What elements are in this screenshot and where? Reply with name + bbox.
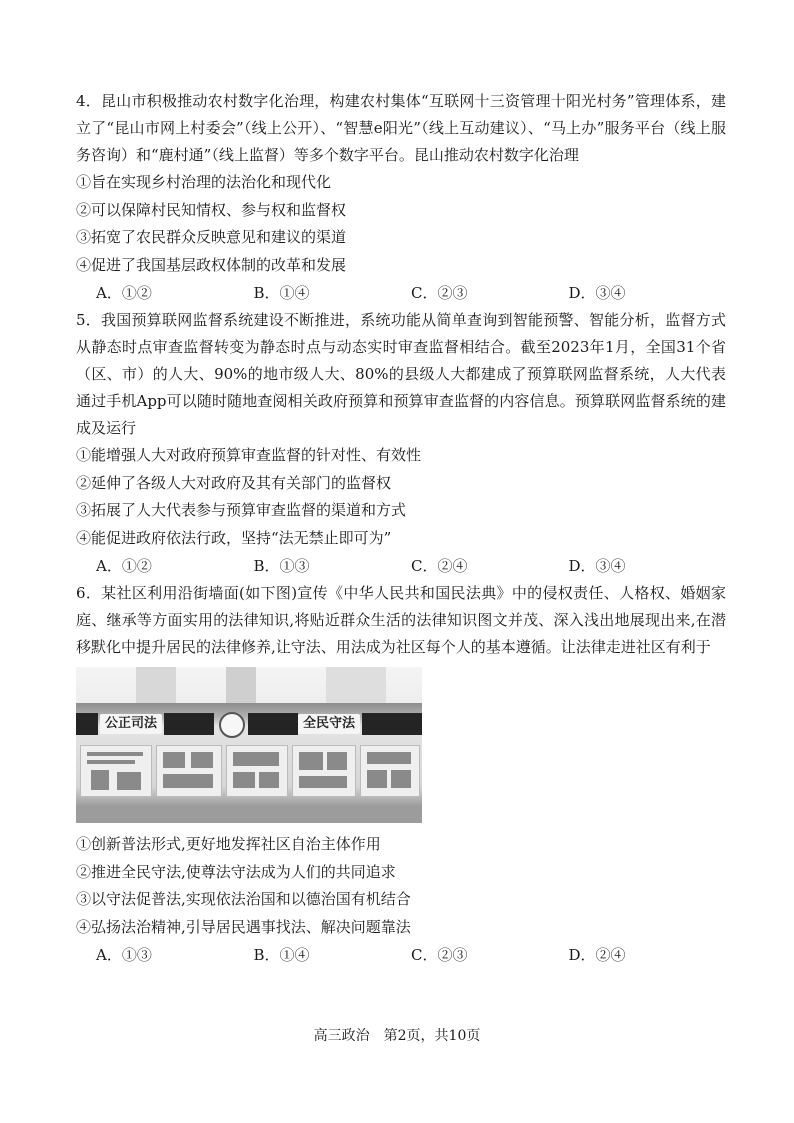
- option-4: ④弘扬法治精神,引导居民遇事找法、解决问题靠法: [76, 917, 411, 936]
- choice-d: D．②④: [568, 946, 626, 964]
- option-2: ②推进全民守法,使尊法守法成为人们的共同追求: [76, 862, 396, 881]
- option-4: ④促进了我国基层政权体制的改革和发展: [76, 255, 347, 274]
- option-1: ①创新普法形式,更好地发挥社区自治主体作用: [76, 835, 381, 853]
- sign-left: 公正司法: [100, 714, 162, 734]
- choice-a: A．①②: [96, 284, 152, 302]
- choice-a: A．①②: [96, 557, 152, 575]
- question-stem: 4．昆山市积极推动农村数字化治理，构建农村集体“互联网十三资管理十阳光村务”管理体系，建立了“昆山市网上村委会”（线上公开）、“智慧e阳光”（线上互动建议）、“马上办”服务平台（线上服务咨询）和“鹿村通”（线上监督）等多个数字平台。昆山推动农村数字化治理: [76, 92, 726, 164]
- option-3: ③拓展了人大代表参与预算审查监督的渠道和方式: [76, 501, 407, 519]
- choice-b: B．①④: [253, 946, 310, 964]
- option-3: ③以守法促普法,实现依法治国和以德治国有机结合: [76, 890, 411, 908]
- choice-d: D．③④: [568, 557, 626, 575]
- poster-panel: [156, 745, 222, 797]
- question-stem: 5．我国预算联网监督系统建设不断推进，系统功能从简单查询到智能预警、智能分析，监督方式从静态时点审查监督转变为静态时点与动态实时审查监督相结合。截至2023年1月，全国31个省（区、市）的人大、90%的地市级人大、80%的县级人大都建成了预算联网监督系统，人大代表通过手机App可以随时随地查阅相关政府预算和预算审查监督的内容信息。预算联网监督系统的建成及运行: [76, 311, 726, 437]
- poster-panel: [292, 745, 356, 797]
- option-3: ③拓宽了农民群众反映意见和建议的渠道: [76, 228, 347, 246]
- choice-b: B．①④: [253, 284, 310, 302]
- question-4: [76, 88, 726, 307]
- sign-right: 全民守法: [298, 714, 360, 734]
- poster-panel: [80, 745, 152, 797]
- poster-panel: [226, 745, 288, 797]
- option-2: ②可以保障村民知情权、参与权和监督权: [76, 200, 347, 219]
- option-1: ①旨在实现乡村治理的法治化和现代化: [76, 173, 332, 191]
- option-2: ②延伸了各级人大对政府及其有关部门的监督权: [76, 473, 392, 492]
- question-5: [76, 307, 726, 580]
- page-footer: 高三政治 第2页，共10页: [313, 1028, 481, 1044]
- choice-c: C．②③: [411, 946, 468, 964]
- question-6: [76, 580, 726, 969]
- emblem-icon: [219, 712, 245, 738]
- answer-choices: [76, 552, 726, 580]
- exam-page: [76, 88, 726, 969]
- question-stem: 6．某社区利用沿街墙面(如下图)宣传《中华人民共和国民法典》中的侵权责任、人格权、婚姻家庭、继承等方面实用的法律知识,将贴近群众生活的法律知识图文并茂、深入浅出地展现出来,在潜移默化中提升居民的法律修养,让守法、用法成为社区每个人的基本遵循。让法律走进社区有利于: [76, 584, 726, 656]
- choice-d: D．③④: [568, 284, 626, 302]
- choice-b: B．①③: [253, 557, 310, 575]
- option-4: ④能促进政府依法行政，坚持“法无禁止即可为”: [76, 528, 392, 547]
- choice-c: C．②④: [411, 557, 468, 575]
- choice-a: A．①③: [96, 946, 152, 964]
- community-wall-photo: [76, 667, 422, 823]
- ground: [76, 807, 422, 823]
- option-1: ①能增强人大对政府预算审查监督的针对性、有效性: [76, 446, 422, 464]
- answer-choices: [76, 941, 726, 969]
- poster-panel: [360, 745, 420, 797]
- choice-c: C．②③: [411, 284, 468, 302]
- answer-choices: [76, 279, 726, 307]
